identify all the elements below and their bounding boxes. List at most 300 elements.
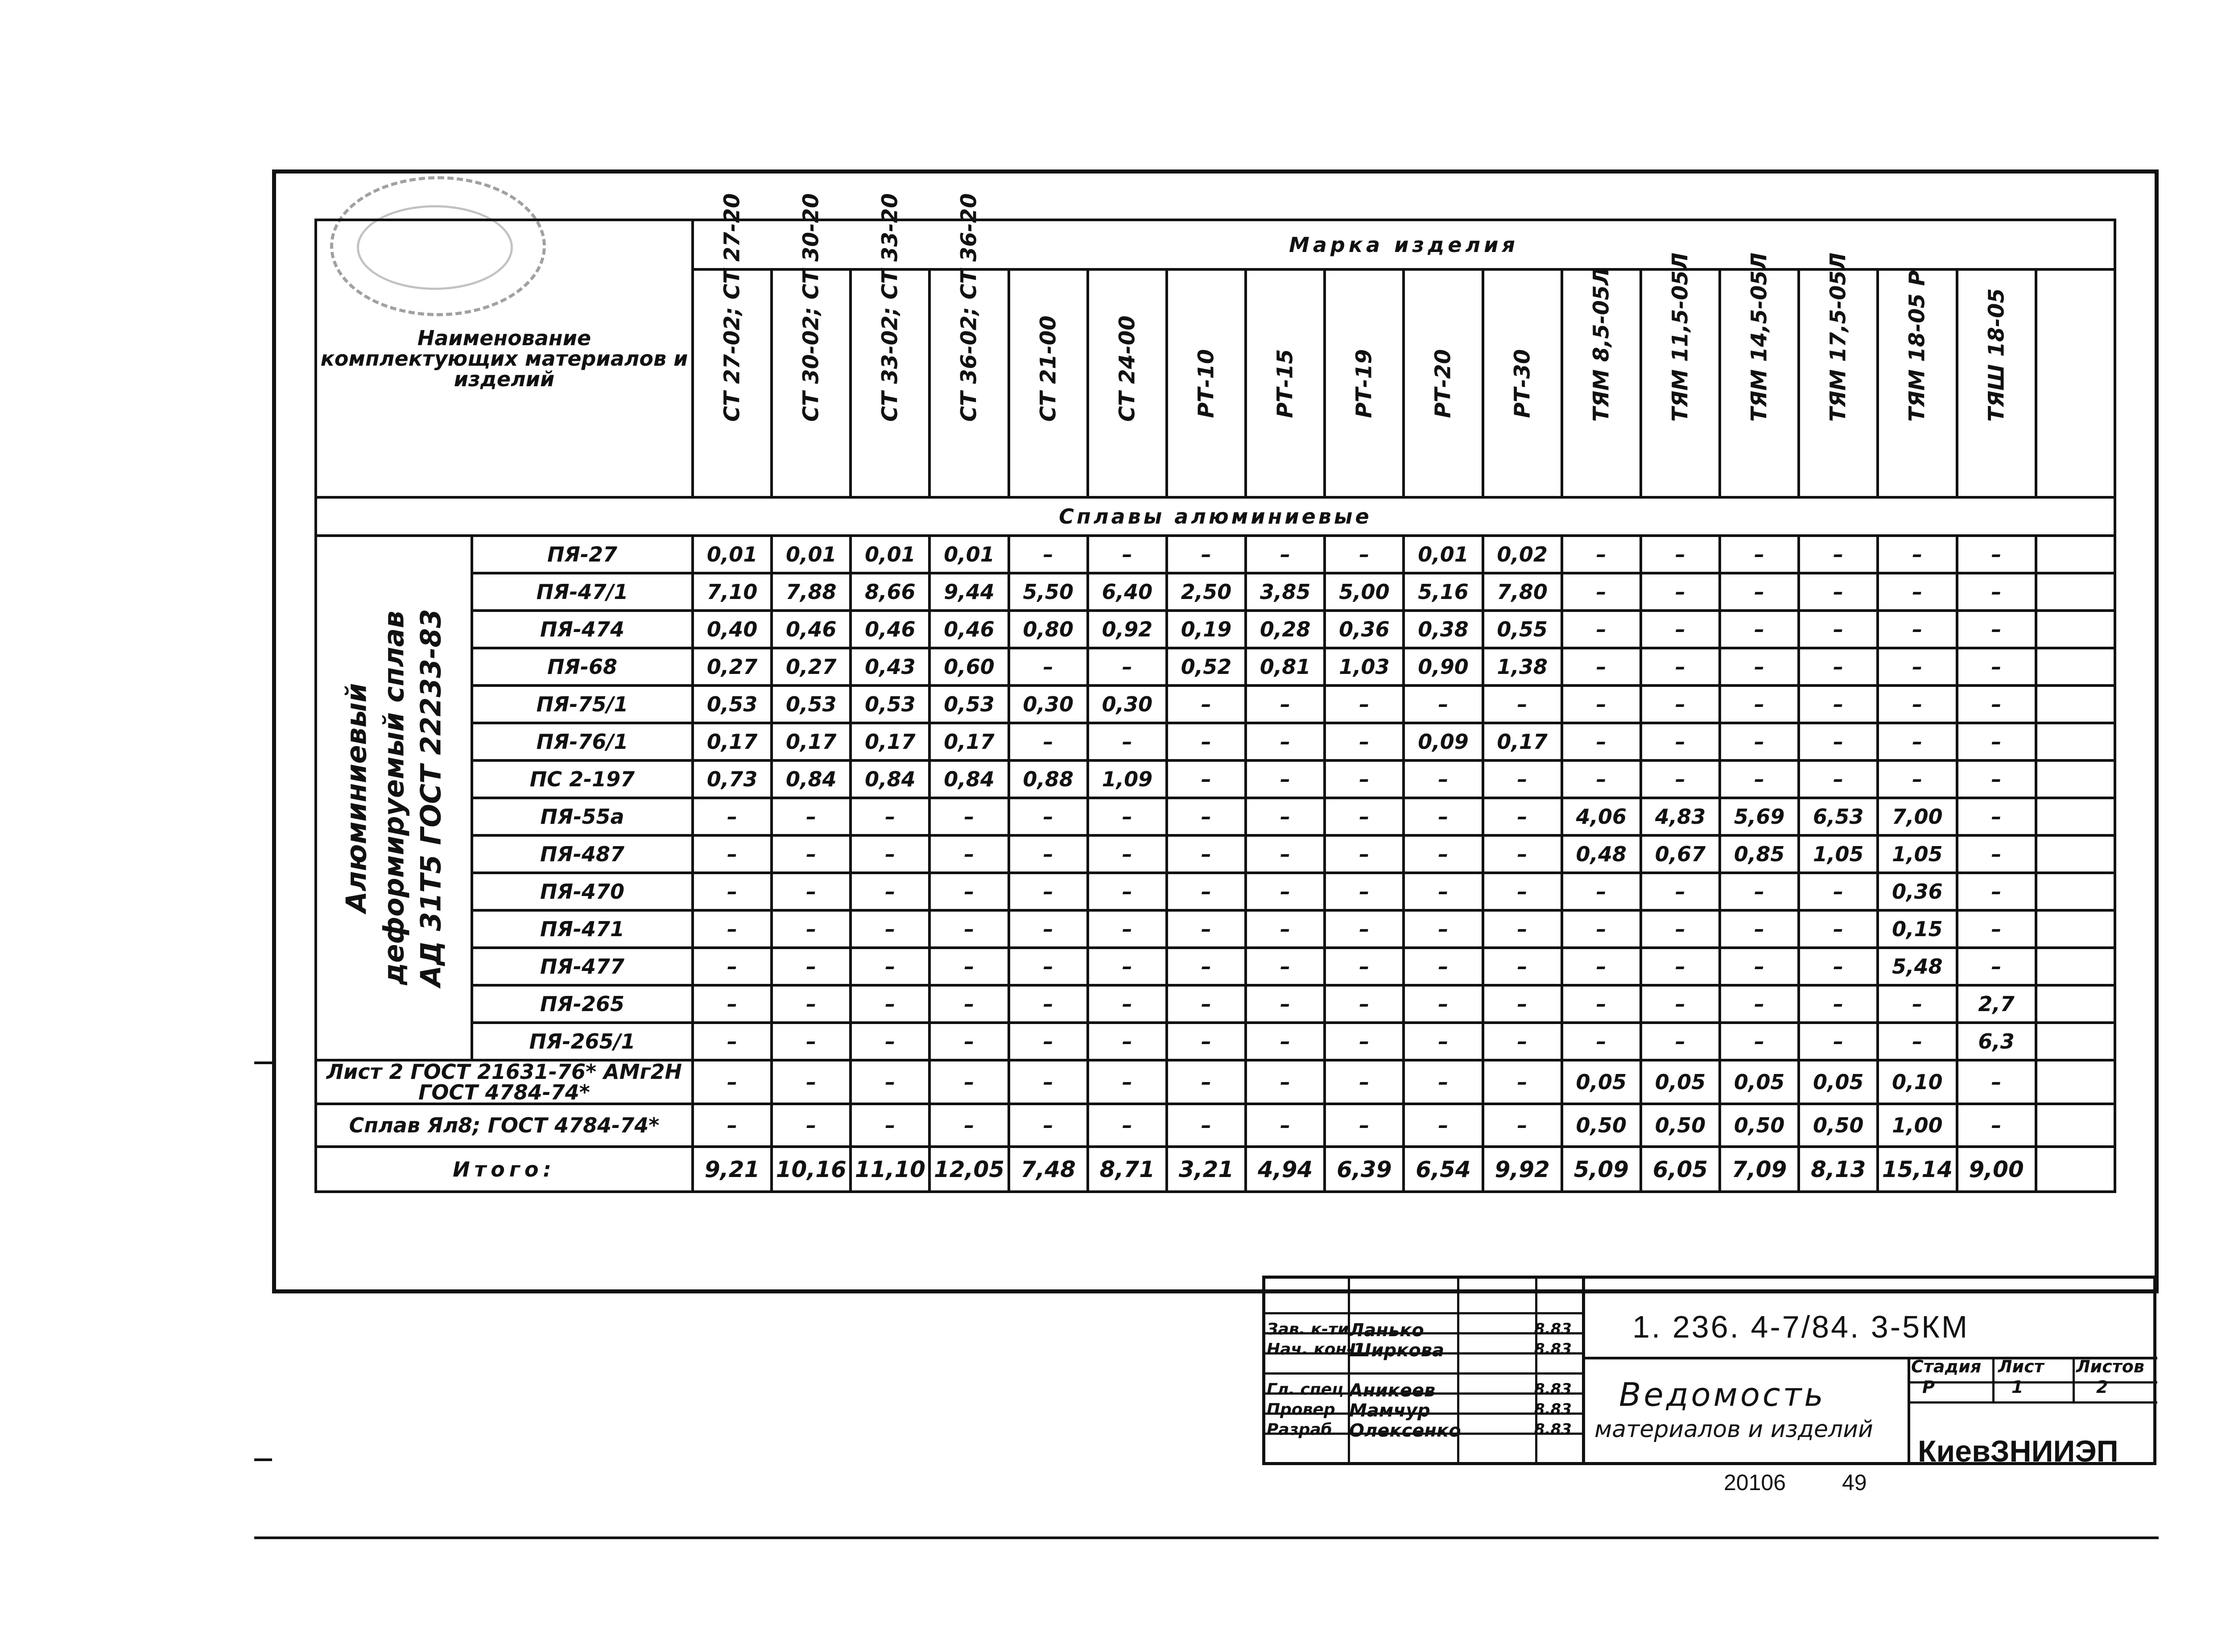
value-cell bbox=[2036, 1023, 2115, 1060]
value-cell: – bbox=[1404, 873, 1483, 910]
value-cell: – bbox=[929, 1060, 1008, 1104]
value-cell: 0,17 bbox=[851, 723, 929, 760]
drawing-code: 1. 236. 4-7/84. 3-5КМ bbox=[1632, 1309, 1970, 1344]
value-cell: – bbox=[1878, 573, 1957, 611]
value-cell: 0,10 bbox=[1878, 1060, 1957, 1104]
value-cell bbox=[2036, 686, 2115, 723]
column-header bbox=[2036, 269, 2115, 497]
value-cell: – bbox=[772, 1060, 851, 1104]
value-cell: – bbox=[1641, 1023, 1720, 1060]
total-value-cell: 15,14 bbox=[1878, 1147, 1957, 1192]
value-cell: – bbox=[1720, 648, 1799, 686]
value-cell: – bbox=[1325, 723, 1404, 760]
value-cell: – bbox=[693, 835, 772, 873]
section-title: Сплавы алюминиевые bbox=[316, 497, 2115, 536]
material-name: ПЯ-487 bbox=[472, 835, 693, 873]
value-cell: – bbox=[1957, 948, 2036, 985]
value-cell: – bbox=[851, 1104, 929, 1147]
value-cell: 0,53 bbox=[693, 686, 772, 723]
value-cell: – bbox=[693, 873, 772, 910]
value-cell: 0,55 bbox=[1483, 611, 1562, 648]
value-cell: – bbox=[1799, 573, 1878, 611]
value-cell: – bbox=[1562, 536, 1641, 573]
table-row bbox=[316, 910, 2115, 948]
value-cell: – bbox=[693, 948, 772, 985]
value-cell: – bbox=[1562, 873, 1641, 910]
signature-name: Аникеев bbox=[1349, 1380, 1436, 1401]
value-cell bbox=[2036, 948, 2115, 985]
value-cell: – bbox=[1957, 798, 2036, 835]
value-cell: 0,05 bbox=[1720, 1060, 1799, 1104]
value-cell: – bbox=[1325, 835, 1404, 873]
column-header bbox=[772, 193, 851, 497]
value-cell: – bbox=[851, 798, 929, 835]
value-cell: – bbox=[1483, 760, 1562, 798]
value-cell: 0,67 bbox=[1641, 835, 1720, 873]
value-cell: – bbox=[1246, 760, 1325, 798]
stage-label: Стадия bbox=[1911, 1357, 1982, 1376]
value-cell: – bbox=[1957, 1060, 2036, 1104]
column-header bbox=[1246, 269, 1325, 497]
value-cell: – bbox=[1799, 611, 1878, 648]
value-cell: 0,17 bbox=[1483, 723, 1562, 760]
value-cell: 0,38 bbox=[1404, 611, 1483, 648]
value-cell bbox=[2036, 611, 2115, 648]
value-cell: 0,43 bbox=[851, 648, 929, 686]
value-cell: 1,38 bbox=[1483, 648, 1562, 686]
value-cell: 1,00 bbox=[1878, 1104, 1957, 1147]
value-cell: – bbox=[693, 798, 772, 835]
materials-table bbox=[314, 193, 2116, 1193]
column-header bbox=[1562, 269, 1641, 497]
column-header-label: ТЯМ 14,5-05Л bbox=[1747, 252, 1772, 422]
signature-name: Ланько bbox=[1349, 1320, 1424, 1341]
value-cell: 0,30 bbox=[1009, 686, 1088, 723]
value-cell: 1,05 bbox=[1799, 835, 1878, 873]
table-row bbox=[316, 573, 2115, 611]
value-cell: – bbox=[1167, 948, 1246, 985]
value-cell: – bbox=[1641, 573, 1720, 611]
value-cell: – bbox=[1325, 985, 1404, 1023]
value-cell: 7,10 bbox=[693, 573, 772, 611]
value-cell: 0,48 bbox=[1562, 835, 1641, 873]
value-cell: – bbox=[1009, 873, 1088, 910]
value-cell: – bbox=[1325, 910, 1404, 948]
value-cell: – bbox=[929, 985, 1008, 1023]
table-row bbox=[316, 686, 2115, 723]
value-cell: – bbox=[1404, 835, 1483, 873]
document-subtitle: материалов и изделий bbox=[1594, 1416, 1873, 1443]
total-value-cell: 9,00 bbox=[1957, 1147, 2036, 1192]
total-value-cell: 11,10 bbox=[851, 1147, 929, 1192]
value-cell: – bbox=[1641, 948, 1720, 985]
value-cell: – bbox=[1009, 835, 1088, 873]
value-cell: – bbox=[1799, 686, 1878, 723]
total-value-cell: 6,54 bbox=[1404, 1147, 1483, 1192]
value-cell: 0,17 bbox=[693, 723, 772, 760]
material-name: ПЯ-27 bbox=[472, 536, 693, 573]
signature-role: Разраб bbox=[1267, 1421, 1332, 1439]
value-cell: 0,50 bbox=[1641, 1104, 1720, 1147]
value-cell: 0,27 bbox=[693, 648, 772, 686]
value-cell: 0,19 bbox=[1167, 611, 1246, 648]
value-cell: – bbox=[929, 910, 1008, 948]
value-cell: – bbox=[1246, 1023, 1325, 1060]
value-cell: – bbox=[1088, 1023, 1167, 1060]
signature-role: Нач. кон-1 bbox=[1267, 1340, 1365, 1359]
value-cell bbox=[2036, 1104, 2115, 1147]
total-value-cell: 3,21 bbox=[1167, 1147, 1246, 1192]
stage-value: Р bbox=[1922, 1377, 1935, 1397]
table-row bbox=[316, 648, 2115, 686]
value-cell: 3,85 bbox=[1246, 573, 1325, 611]
value-cell: – bbox=[1246, 910, 1325, 948]
signature-name: Олексенко bbox=[1349, 1421, 1461, 1441]
value-cell: – bbox=[1325, 1104, 1404, 1147]
signature-date: 8.83 bbox=[1534, 1380, 1572, 1398]
value-cell: – bbox=[1957, 873, 2036, 910]
value-cell: – bbox=[1167, 686, 1246, 723]
column-header bbox=[1878, 269, 1957, 497]
value-cell: 5,00 bbox=[1325, 573, 1404, 611]
column-header-label: СТ 30-02; СТ 30-20 bbox=[798, 193, 824, 422]
value-cell: – bbox=[1483, 798, 1562, 835]
value-cell: – bbox=[1562, 573, 1641, 611]
column-header-label: СТ 27-02; СТ 27-20 bbox=[719, 193, 745, 422]
value-cell: 0,30 bbox=[1088, 686, 1167, 723]
total-value-cell: 9,92 bbox=[1483, 1147, 1562, 1192]
column-header-label: ТЯМ 17,5-05Л bbox=[1825, 252, 1851, 422]
column-header-label: РТ-20 bbox=[1430, 349, 1456, 418]
material-name: ПЯ-75/1 bbox=[472, 686, 693, 723]
value-cell: 0,46 bbox=[929, 611, 1008, 648]
value-cell: – bbox=[1878, 760, 1957, 798]
value-cell: – bbox=[1009, 948, 1088, 985]
value-cell: – bbox=[1641, 536, 1720, 573]
value-cell: 0,05 bbox=[1641, 1060, 1720, 1104]
value-cell: 1,03 bbox=[1325, 648, 1404, 686]
value-cell: – bbox=[1167, 1104, 1246, 1147]
signature-role: Провер bbox=[1267, 1400, 1335, 1419]
value-cell: – bbox=[1641, 985, 1720, 1023]
value-cell: – bbox=[1167, 798, 1246, 835]
value-cell: 8,66 bbox=[851, 573, 929, 611]
value-cell: – bbox=[1088, 1104, 1167, 1147]
footer-page: 49 bbox=[1842, 1470, 1867, 1495]
value-cell: – bbox=[1878, 648, 1957, 686]
value-cell: – bbox=[1720, 948, 1799, 985]
value-cell: – bbox=[1641, 648, 1720, 686]
column-header-label: СТ 36-02; СТ 36-20 bbox=[957, 193, 982, 422]
value-cell: – bbox=[1878, 1023, 1957, 1060]
value-cell: – bbox=[1167, 835, 1246, 873]
value-cell: – bbox=[929, 835, 1008, 873]
column-header bbox=[1799, 252, 1878, 497]
value-cell: – bbox=[851, 910, 929, 948]
value-cell: – bbox=[1325, 760, 1404, 798]
value-cell bbox=[2036, 1060, 2115, 1104]
value-cell: – bbox=[1957, 1104, 2036, 1147]
column-header-label: ТЯШ 18-05 bbox=[1984, 288, 2009, 422]
value-cell: 4,06 bbox=[1562, 798, 1641, 835]
value-cell: 0,92 bbox=[1088, 611, 1167, 648]
value-cell: – bbox=[1325, 1060, 1404, 1104]
value-cell bbox=[2036, 910, 2115, 948]
value-cell: – bbox=[1167, 723, 1246, 760]
value-cell: – bbox=[1483, 1023, 1562, 1060]
value-cell: – bbox=[1325, 686, 1404, 723]
table-row bbox=[316, 536, 2115, 573]
value-cell: – bbox=[1720, 536, 1799, 573]
value-cell: 0,85 bbox=[1720, 835, 1799, 873]
material-name: ПЯ-76/1 bbox=[472, 723, 693, 760]
group-label-line: Алюминиевый bbox=[340, 683, 373, 913]
value-cell: – bbox=[1878, 536, 1957, 573]
value-cell: – bbox=[929, 948, 1008, 985]
total-value-cell: 4,94 bbox=[1246, 1147, 1325, 1192]
sheets-label: Листов bbox=[2076, 1357, 2144, 1376]
value-cell: – bbox=[1720, 1023, 1799, 1060]
value-cell: – bbox=[1009, 536, 1088, 573]
value-cell: 1,05 bbox=[1878, 835, 1957, 873]
value-cell: – bbox=[1641, 611, 1720, 648]
value-cell: 7,80 bbox=[1483, 573, 1562, 611]
value-cell: 5,69 bbox=[1720, 798, 1799, 835]
value-cell: – bbox=[1483, 948, 1562, 985]
value-cell: – bbox=[1088, 910, 1167, 948]
value-cell: – bbox=[929, 1104, 1008, 1147]
value-cell: 0,84 bbox=[851, 760, 929, 798]
value-cell: 6,3 bbox=[1957, 1023, 2036, 1060]
value-cell: – bbox=[693, 910, 772, 948]
value-cell: – bbox=[1562, 1023, 1641, 1060]
value-cell: – bbox=[1957, 611, 2036, 648]
column-header-label: СТ 24-00 bbox=[1115, 315, 1140, 422]
value-cell: – bbox=[1957, 910, 2036, 948]
value-cell: – bbox=[1562, 948, 1641, 985]
total-value-cell: 6,39 bbox=[1325, 1147, 1404, 1192]
group-label-cell bbox=[316, 536, 472, 1060]
value-cell: – bbox=[1957, 723, 2036, 760]
value-cell: – bbox=[1720, 573, 1799, 611]
value-cell bbox=[2036, 835, 2115, 873]
signature-date: 8.83 bbox=[1534, 1400, 1572, 1418]
column-header bbox=[1957, 269, 2036, 497]
value-cell: 0,88 bbox=[1009, 760, 1088, 798]
value-cell: – bbox=[1483, 910, 1562, 948]
organization-name: КиевЗНИИЭП bbox=[1918, 1434, 2118, 1468]
value-cell: – bbox=[1167, 1060, 1246, 1104]
value-cell: – bbox=[1246, 798, 1325, 835]
signature-date: 8.83 bbox=[1534, 1421, 1572, 1438]
material-name: ПЯ-55а bbox=[472, 798, 693, 835]
value-cell: – bbox=[851, 985, 929, 1023]
value-cell: 0,17 bbox=[772, 723, 851, 760]
value-cell: 4,83 bbox=[1641, 798, 1720, 835]
value-cell: – bbox=[1562, 910, 1641, 948]
material-name: ПЯ-470 bbox=[472, 873, 693, 910]
value-cell: 0,50 bbox=[1799, 1104, 1878, 1147]
value-cell: 0,05 bbox=[1799, 1060, 1878, 1104]
column-header bbox=[1720, 252, 1799, 497]
value-cell: – bbox=[772, 835, 851, 873]
value-cell: – bbox=[851, 835, 929, 873]
value-cell: – bbox=[1009, 985, 1088, 1023]
value-cell: – bbox=[1562, 686, 1641, 723]
signature-date: 8.83 bbox=[1534, 1340, 1572, 1358]
value-cell: – bbox=[1957, 835, 2036, 873]
value-cell: – bbox=[1167, 536, 1246, 573]
value-cell: 9,44 bbox=[929, 573, 1008, 611]
value-cell: – bbox=[1720, 985, 1799, 1023]
table-row bbox=[316, 1023, 2115, 1060]
total-row bbox=[316, 1147, 2115, 1192]
table-row bbox=[316, 1104, 2115, 1147]
value-cell: 0,36 bbox=[1878, 873, 1957, 910]
value-cell: 7,00 bbox=[1878, 798, 1957, 835]
value-cell: – bbox=[1246, 1104, 1325, 1147]
value-cell: – bbox=[1957, 760, 2036, 798]
value-cell: 0,50 bbox=[1562, 1104, 1641, 1147]
value-cell: – bbox=[1246, 985, 1325, 1023]
value-cell: – bbox=[1088, 873, 1167, 910]
value-cell: – bbox=[1720, 760, 1799, 798]
value-cell: – bbox=[693, 985, 772, 1023]
value-cell: – bbox=[1720, 910, 1799, 948]
value-cell: – bbox=[1167, 910, 1246, 948]
value-cell: 0,01 bbox=[851, 536, 929, 573]
value-cell: – bbox=[929, 1023, 1008, 1060]
value-cell: – bbox=[929, 798, 1008, 835]
value-cell: – bbox=[1009, 1023, 1088, 1060]
column-header bbox=[1325, 269, 1404, 497]
value-cell: 0,05 bbox=[1562, 1060, 1641, 1104]
signature-name: Мамчур bbox=[1349, 1400, 1430, 1421]
group-label-line: АД 31Т5 ГОСТ 22233-83 bbox=[414, 609, 447, 987]
value-cell bbox=[2036, 573, 2115, 611]
value-cell: – bbox=[1483, 835, 1562, 873]
column-header bbox=[1483, 269, 1562, 497]
value-cell: – bbox=[1325, 873, 1404, 910]
signature-role: Гл. спец bbox=[1267, 1380, 1344, 1399]
value-cell: 0,53 bbox=[851, 686, 929, 723]
value-cell: – bbox=[1325, 798, 1404, 835]
total-value-cell: 10,16 bbox=[772, 1147, 851, 1192]
value-cell: – bbox=[1641, 760, 1720, 798]
value-cell: – bbox=[1167, 1023, 1246, 1060]
value-cell bbox=[2036, 798, 2115, 835]
value-cell: – bbox=[1325, 1023, 1404, 1060]
value-cell: – bbox=[1562, 723, 1641, 760]
value-cell: 5,48 bbox=[1878, 948, 1957, 985]
value-cell: 0,01 bbox=[693, 536, 772, 573]
value-cell: – bbox=[1957, 536, 2036, 573]
value-cell: 7,88 bbox=[772, 573, 851, 611]
footer-number: 20106 bbox=[1724, 1470, 1786, 1495]
value-cell: – bbox=[1562, 648, 1641, 686]
total-value-cell: 12,05 bbox=[929, 1147, 1008, 1192]
value-cell: – bbox=[1009, 648, 1088, 686]
value-cell: – bbox=[1167, 760, 1246, 798]
value-cell: – bbox=[1799, 648, 1878, 686]
value-cell: – bbox=[1641, 686, 1720, 723]
value-cell: – bbox=[1799, 1023, 1878, 1060]
value-cell: – bbox=[1404, 760, 1483, 798]
value-cell: – bbox=[1957, 686, 2036, 723]
material-name: Сплав Ял8; ГОСТ 4784-74* bbox=[316, 1104, 693, 1147]
total-label: Итого: bbox=[316, 1147, 693, 1192]
value-cell: – bbox=[1641, 910, 1720, 948]
total-value-cell: 8,13 bbox=[1799, 1147, 1878, 1192]
column-header bbox=[693, 193, 772, 497]
table-row bbox=[316, 985, 2115, 1023]
column-header bbox=[1009, 269, 1088, 497]
value-cell: 0,40 bbox=[693, 611, 772, 648]
value-cell: – bbox=[851, 1023, 929, 1060]
value-cell: 0,90 bbox=[1404, 648, 1483, 686]
value-cell: – bbox=[693, 1023, 772, 1060]
value-cell: – bbox=[1325, 536, 1404, 573]
material-name: ПЯ-47/1 bbox=[472, 573, 693, 611]
value-cell: 5,50 bbox=[1009, 573, 1088, 611]
value-cell: – bbox=[772, 798, 851, 835]
value-cell: – bbox=[851, 948, 929, 985]
material-name: ПЯ-265 bbox=[472, 985, 693, 1023]
value-cell: – bbox=[1720, 611, 1799, 648]
group-label-line: деформируемый сплав bbox=[377, 611, 410, 985]
column-header-label: ТЯМ 11,5-05Л bbox=[1668, 252, 1693, 422]
value-cell: – bbox=[1878, 686, 1957, 723]
value-cell bbox=[2036, 723, 2115, 760]
value-cell: – bbox=[929, 873, 1008, 910]
value-cell: 0,27 bbox=[772, 648, 851, 686]
value-cell: – bbox=[1088, 1060, 1167, 1104]
column-header bbox=[1404, 269, 1483, 497]
signature-name: Ширкова bbox=[1349, 1340, 1445, 1361]
value-cell bbox=[2036, 760, 2115, 798]
value-cell: – bbox=[1404, 985, 1483, 1023]
value-cell: – bbox=[1957, 648, 2036, 686]
column-header-label: РТ-10 bbox=[1193, 349, 1219, 418]
document-title: Ведомость bbox=[1619, 1376, 1826, 1413]
table-row bbox=[316, 611, 2115, 648]
table-row bbox=[316, 723, 2115, 760]
column-header-label: СТ 33-02; СТ 33-20 bbox=[877, 193, 903, 422]
value-cell: 5,16 bbox=[1404, 573, 1483, 611]
value-cell: – bbox=[1325, 948, 1404, 985]
bottom-border-line bbox=[254, 1536, 2159, 1539]
value-cell: – bbox=[1957, 573, 2036, 611]
material-name: ПЯ-471 bbox=[472, 910, 693, 948]
column-header bbox=[851, 193, 929, 497]
value-cell: – bbox=[772, 1023, 851, 1060]
value-cell: 0,53 bbox=[929, 686, 1008, 723]
column-header bbox=[1088, 269, 1167, 497]
value-cell: – bbox=[1483, 1060, 1562, 1104]
value-cell: – bbox=[1720, 686, 1799, 723]
table-row bbox=[316, 873, 2115, 910]
value-cell: – bbox=[1562, 611, 1641, 648]
value-cell: – bbox=[1720, 873, 1799, 910]
value-cell: 0,09 bbox=[1404, 723, 1483, 760]
value-cell: 0,46 bbox=[772, 611, 851, 648]
total-value-cell: 7,48 bbox=[1009, 1147, 1088, 1192]
value-cell: 0,84 bbox=[772, 760, 851, 798]
value-cell: – bbox=[693, 1060, 772, 1104]
sheet-value: 1 bbox=[2011, 1377, 2024, 1397]
value-cell: – bbox=[1009, 910, 1088, 948]
value-cell bbox=[2036, 648, 2115, 686]
